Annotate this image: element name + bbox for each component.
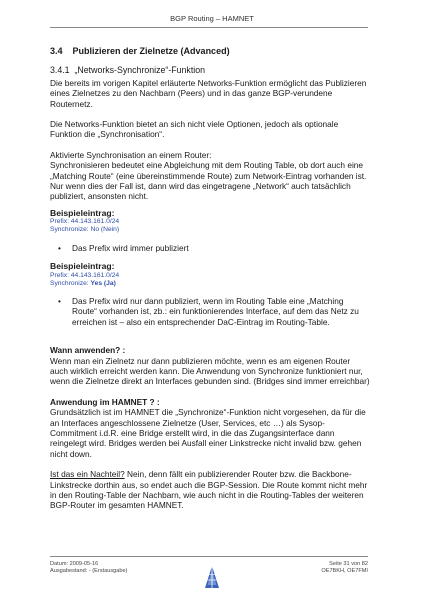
footer-edition: Ausgabestand: - (Erstausgabe) [50,568,128,574]
drawback-paragraph [50,469,370,511]
paragraph-sync-heading: Aktivierte Synchronisation an einem Router: [50,149,212,160]
footer-page: Seite 31 von 82 [329,561,368,567]
header-divider [50,27,368,28]
sync-label: Synchronize: [50,279,91,287]
paragraph-networks-function: Die Networks-Funktion bietet an sich nicht viele Optionen, jedoch als optionale Funktion die „Synchronisation“. [50,119,339,140]
page-content [50,40,370,511]
bullet-text: Das Prefix wird immer publiziert [72,242,189,253]
paragraph-sync-explanation: Synchronisieren bedeutet eine Abgleichung mit dem Routing Table, ob dort auch eine „Matching Route“ (eine übereinstimmende Route) zum Network-Eintrag vorhanden ist. Nur wenn dies der Fall ist, dann wird das eingetragene „Network“ auch tatsächlich publiziert, ansonsten nicht. [50,160,367,202]
subsection-heading [50,65,370,75]
section-title: Publizieren der Zielnetze (Advanced) [72,46,230,56]
bullet-item [50,243,370,253]
example-label: Beispieleintrag: [50,261,115,272]
ham-radio-tower-logo-icon [204,565,220,589]
example-prefix: Prefix: 44.143.161.0/24 [50,218,120,226]
section-number: 3.4 [50,46,63,56]
bullet-text: Das Prefix wird nur dann publiziert, wenn im Routing Table eine „Matching Route“ vorhanden ist, zb.: ein funktionierendes Interface, auf dem das Netz zu erreichen ist – also ein entsprechender DaC-Eintrag im Routing-Table. [72,295,359,327]
subsection-title: „Networks-Synchronize“-Funktion [74,65,205,76]
sync-value: Yes (Ja) [90,279,116,287]
hamnet-text: Grundsätzlich ist im HAMNET die „Synchronize“-Funktion nicht vorgesehen, da für die an Interfaces angeschlossene Zielnetze (User, Services, etc …) als Sysop-Commitment i.d.R. eine Bridge erstellt wird, in die das Zugangsinterface dann reingelegt wird. Bridges werden bei Ausfall einer Linkstrecke nicht invalid bzw. gehen nicht down. [50,407,366,459]
when-text: Wenn man ein Zielnetz nur dann publizieren möchte, wenn es am eigenen Router auch wirklich erreicht werden kann. Die Anwendung von Synchronize funktioniert nur, wenn die Zielnetze direkt an Interfaces gebunden sind. (Bridges sind immer erreichbar) [50,355,370,387]
paragraph-intro: Die bereits im vorigen Kapitel erläuterte Networks-Funktion ermöglicht das Publizieren eines Zielnetzes zu den Nachbarn (Peers) und in das ganze BGP-verundene Routernetz. [50,77,367,109]
footer-authors: OE7BKH, OE7FMI [321,568,368,574]
example-synchronize [50,280,370,288]
footer-right [260,561,368,575]
drawback-question: Ist das ein Nachteil? [50,469,125,480]
subsection-number: 3.4.1 [50,65,70,76]
section-heading [50,46,370,56]
example-synchronize: Synchronize: No (Nein) [50,226,120,234]
example-prefix: Prefix: 44.143.161.0/24 [50,271,120,279]
footer-left [50,561,127,575]
hamnet-heading: Anwendung im HAMNET ? : [50,396,160,407]
bullet-item [50,296,370,327]
bullet-icon: • [58,242,61,253]
page-header-title: BGP Routing – HAMNET [170,14,254,23]
drawback-text: Nein, denn fällt ein publizierender Router bzw. die Backbone-Linkstrecke dorthin aus, so endet auch die BGP-Session. Die Route kommt nicht mehr in den Routing-Table der Nachbarn, wie auch nicht in die Routing-Tables der weiteren BGP-Router im gesamten HAMNET. [50,469,368,511]
footer-date: Datum: 2009-05-16 [50,561,99,567]
example-label: Beispieleintrag: [50,207,115,218]
footer-divider [50,556,368,557]
bullet-icon: • [58,295,61,306]
when-heading: Wann anwenden? : [50,345,126,356]
